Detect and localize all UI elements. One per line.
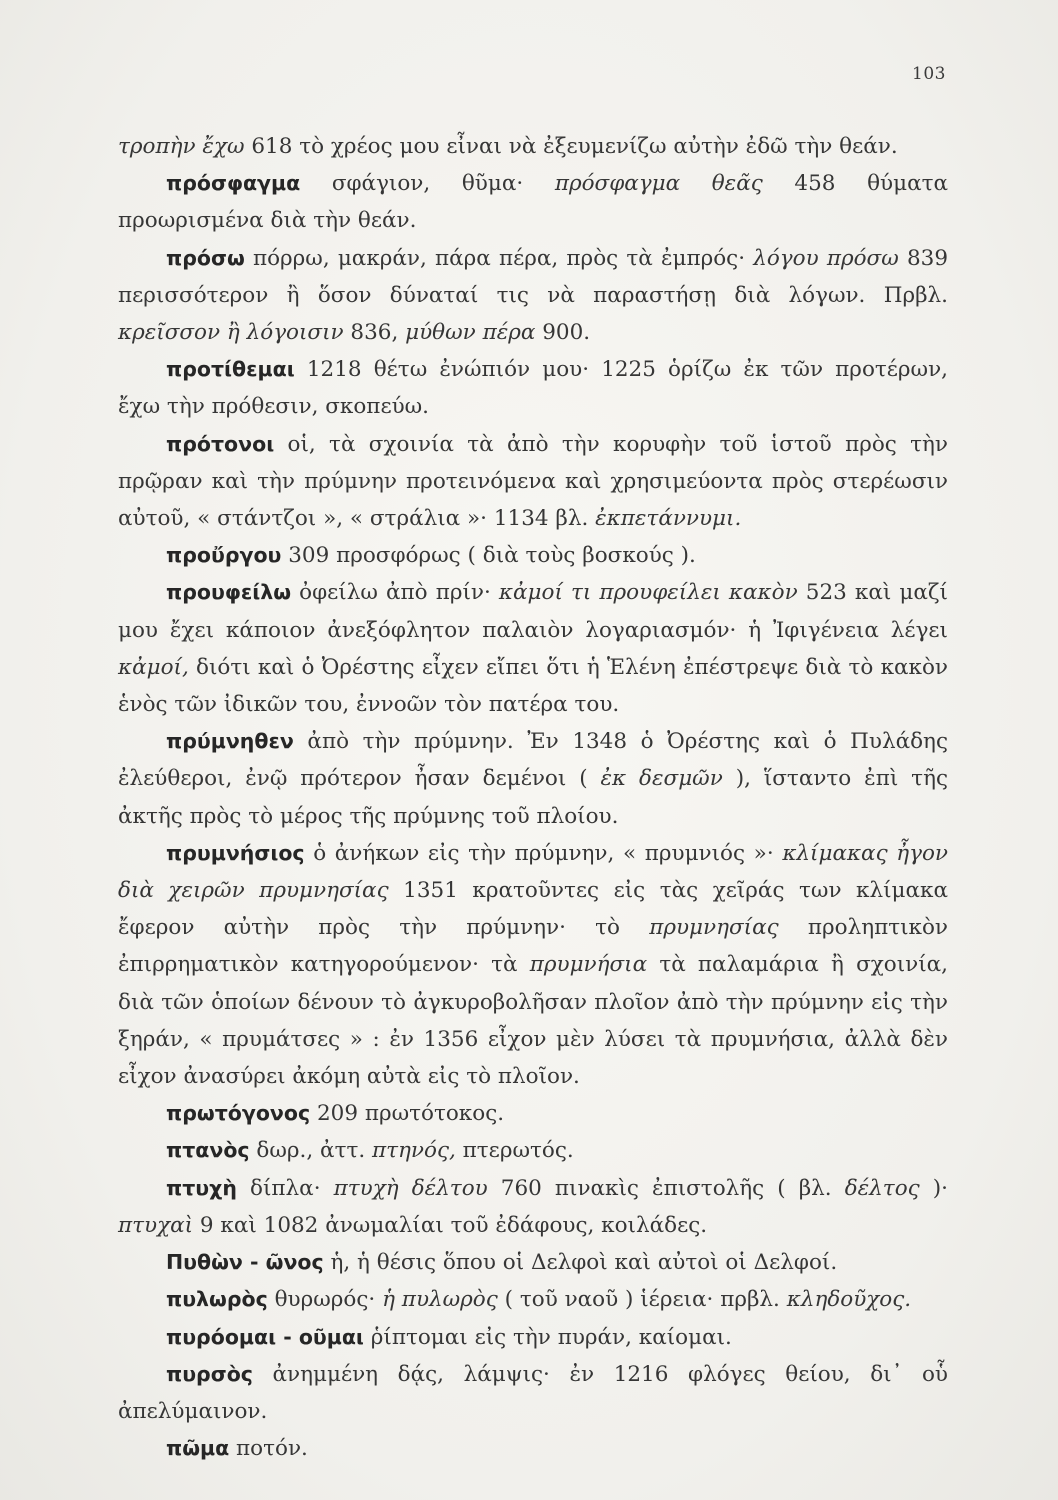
entry-headword: πρότονοι xyxy=(166,431,275,456)
entry-quotation: κληδοῦχος. xyxy=(786,1287,912,1313)
entry-quotation: ἡ πυλωρὸς xyxy=(382,1287,498,1313)
glossary-entry xyxy=(118,1319,948,1356)
entry-headword: πρόσω xyxy=(166,245,245,270)
entry-headword: πυρόομαι - οῦμαι xyxy=(166,1324,364,1349)
entry-text: 900. xyxy=(535,320,591,346)
entry-text: τὰ παλαμάρια ἢ σχοινία, διὰ τῶν ὁποίων δένουν τὸ ἀγκυροβολῆσαν πλοῖον ἀπὸ τὴν πρύμνην εἰς τὴν ξηράν, « πρυμάτσες » : ἐν 1356 εἶχον μὲν λύσει τὰ πρυμνήσια, ἀλλὰ δὲν εἶχον ἀνασύρει ἀκόμη αὐτὰ εἰς τὸ πλοῖον. xyxy=(118,952,948,1090)
entry-text: προληπτικὸν ἐπιρρηματικὸν κατηγορούμενον· τὰ xyxy=(118,915,948,978)
entry-text: )· xyxy=(919,1175,949,1201)
entry-text: 309 προσφόρως ( διὰ τοὺς βοσκούς ). xyxy=(281,543,696,569)
entry-text: ἀνημμένη δᾴς, λάμψις· ἐν 1216 φλόγες θείου, δι᾽ οὗ ἀπελύμαινον. xyxy=(118,1361,948,1424)
entry-headword: Πυθὼν - ῶνος xyxy=(166,1250,324,1275)
entry-quotation: ἐκπετάννυμι. xyxy=(595,506,742,532)
entry-headword: πυλωρὸς xyxy=(166,1287,268,1312)
entry-text: 209 πρωτότοκος. xyxy=(310,1101,505,1127)
entry-text: ἡ, ἡ θέσις ὅπου οἱ Δελφοὶ καὶ αὐτοὶ οἱ Δελφοί. xyxy=(323,1250,838,1276)
entry-headword: προτίθεμαι xyxy=(166,357,295,382)
entry-headword: πρωτόγονος xyxy=(166,1101,311,1126)
glossary-entries xyxy=(118,128,948,1467)
entry-text: 836, xyxy=(343,320,406,346)
entry-text: θυρωρός· xyxy=(267,1287,383,1313)
glossary-entry xyxy=(118,1356,948,1430)
glossary-entry xyxy=(118,723,948,835)
entry-text: 1218 θέτω ἐνώπιόν μου· 1225 ὁρίζω ἐκ τῶν προτέρων, ἔχω τὴν πρόθεσιν, σκοπεύω. xyxy=(118,357,948,420)
entry-quotation: κἀμοί, xyxy=(118,654,189,680)
glossary-entry xyxy=(118,426,948,538)
glossary-entry xyxy=(118,537,948,574)
entry-headword: πρόσφαγμα xyxy=(166,171,301,196)
entry-text: ἀπὸ τὴν πρύμνην. Ἐν 1348 ὁ Ὀρέστης καὶ ὁ Πυλάδης ἐλεύθεροι, ἐνῷ πρότερον ἦσαν δεμένοι ( xyxy=(118,729,948,792)
entry-text: διότι καὶ ὁ Ὀρέστης εἶχεν εἴπει ὅτι ἡ Ἑλένη ἐπέστρεψε διὰ τὸ κακὸν ἑνὸς τῶν ἰδικῶν του, ἐννοῶν τὸν πατέρα του. xyxy=(118,654,948,718)
entry-text: ( τοῦ ναοῦ ) ἱέρεια· πρβλ. xyxy=(497,1287,787,1313)
glossary-entry xyxy=(118,240,948,352)
entry-headword: πτυχὴ xyxy=(166,1175,237,1200)
entry-quotation: πρόσφαγμα θεᾶς xyxy=(554,171,763,197)
glossary-entry xyxy=(118,165,948,239)
entry-text: 458 θύματα προωρισμένα διὰ τὴν θεάν. xyxy=(118,171,949,234)
entry-text: οἱ, τὰ σχοινία τὰ ἀπὸ τὴν κορυφὴν τοῦ ἱστοῦ πρὸς τὴν πρῷραν καὶ τὴν πρύμνην προτεινόμενα καὶ χρησιμεύοντα πρὸς στερέωσιν αὐτοῦ, « στάντζοι », « στράλια »· 1134 βλ. xyxy=(118,431,948,532)
entry-quotation: δέλτος xyxy=(844,1175,920,1201)
entry-quotation: πρυμνήσια xyxy=(529,952,648,978)
glossary-entry xyxy=(118,1170,948,1244)
entry-text: 839 περισσότερον ἢ ὅσον δύναταί τις νὰ παραστήσῃ διὰ λόγων. Πρβλ. xyxy=(118,245,948,308)
entry-quotation: πτηνός, xyxy=(372,1138,456,1164)
entry-text: ὁ ἀνήκων εἰς τὴν πρύμνην, « πρυμνιός »· xyxy=(304,840,783,866)
glossary-entry xyxy=(118,1095,948,1132)
entry-text: 9 καὶ 1082 ἀνωμαλίαι τοῦ ἐδάφους, κοιλάδες. xyxy=(193,1212,708,1238)
entry-headword: πῶμα xyxy=(166,1436,230,1461)
entry-quotation: λόγου πρόσω xyxy=(753,245,899,271)
entry-text: ῥίπτομαι εἰς τὴν πυράν, καίομαι. xyxy=(363,1324,732,1350)
entry-text: σφάγιον, θῦμα· xyxy=(300,171,555,197)
entry-headword: προυφείλω xyxy=(166,580,292,605)
entry-quotation: πτυχαὶ xyxy=(118,1212,194,1238)
entry-text: ), ἵσταντο ἐπὶ τῆς ἀκτῆς πρὸς τὸ μέρος τῆς πρύμνης τοῦ πλοίου. xyxy=(118,766,948,829)
entry-text: 760 πινακὶς ἐπιστολῆς ( βλ. xyxy=(487,1175,845,1201)
entry-headword: πρυμνήσιος xyxy=(166,840,305,865)
entry-headword: πυρσὸς xyxy=(166,1361,253,1386)
entry-quotation: κἀμοί τι προυφείλει κακὸν xyxy=(498,580,798,606)
entry-quotation: τροπὴν ἔχω xyxy=(118,134,245,159)
entry-text: δίπλα· xyxy=(236,1175,334,1201)
entry-text: πόρρω, μακράν, πάρα πέρα, πρὸς τὰ ἐμπρός· xyxy=(244,245,754,271)
entry-quotation: ἐκ δεσμῶν xyxy=(600,766,723,792)
entry-text: δωρ., ἀττ. xyxy=(249,1138,373,1164)
glossary-entry xyxy=(118,1281,948,1318)
entry-quotation: μύθων πέρα xyxy=(405,320,536,346)
entry-text: ὀφείλω ἀπὸ πρίν· xyxy=(291,580,499,606)
entry-headword: προὔργου xyxy=(166,543,282,568)
glossary-entry xyxy=(118,128,948,165)
entry-text: πτερωτός. xyxy=(455,1138,574,1164)
entry-text: 618 τὸ χρέος μου εἶναι νὰ ἐξευμενίζω αὐτὴν ἐδῶ τὴν θεάν. xyxy=(244,134,898,159)
glossary-entry xyxy=(118,351,948,425)
entry-quotation: πτυχὴ δέλτου xyxy=(333,1175,488,1201)
entry-quotation: πρυμνησίας xyxy=(649,915,779,941)
entry-quotation: κλίμακας ἦγον διὰ χειρῶν πρυμνησίας xyxy=(118,840,948,904)
glossary-entry xyxy=(118,1132,948,1169)
entry-text: 1351 κρατοῦντες εἰς τὰς χεῖράς των κλίμακα ἔφερον αὐτὴν πρὸς τὴν πρύμνην· τὸ xyxy=(118,878,948,941)
entry-quotation: κρεῖσσον ἢ λόγοισιν xyxy=(118,320,344,346)
glossary-entry xyxy=(118,835,948,1095)
page-number: 103 xyxy=(912,64,946,84)
glossary-entry xyxy=(118,574,948,723)
entry-text: ποτόν. xyxy=(229,1436,308,1462)
entry-text: 523 καὶ μαζί μου ἔχει κάποιον ἀνεξόφλητον παλαιὸν λογαριασμόν· ἡ Ἰφιγένεια λέγει xyxy=(118,580,948,643)
glossary-entry xyxy=(118,1430,948,1467)
entry-headword: πρύμνηθεν xyxy=(166,729,294,754)
entry-headword: πτανὸς xyxy=(166,1138,250,1163)
glossary-entry xyxy=(118,1244,948,1281)
